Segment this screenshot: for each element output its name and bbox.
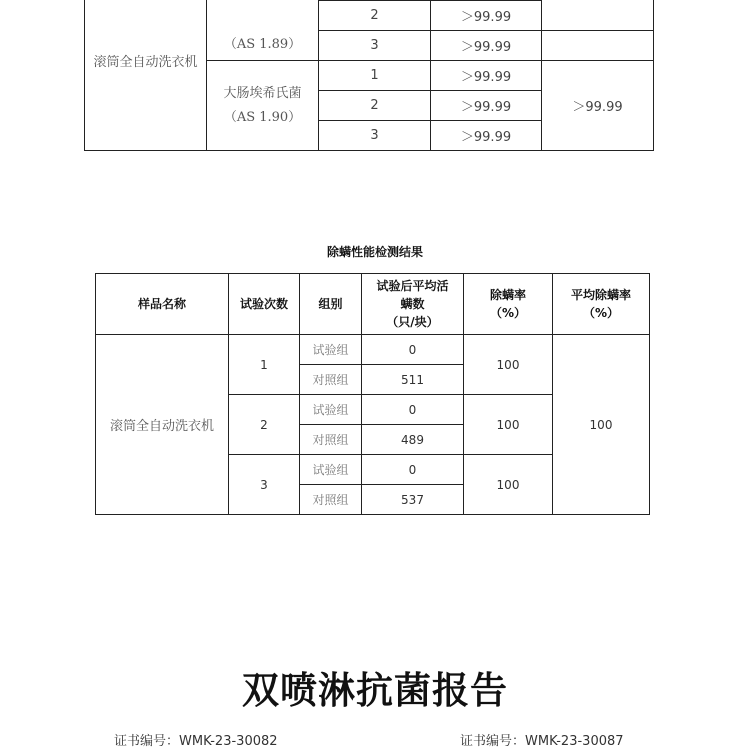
bacteria-code: （AS 1.89） (223, 36, 302, 52)
header-avg-rate (553, 274, 650, 335)
cert-label: 证书编号： (460, 734, 526, 749)
avg-rate-cell (542, 31, 654, 61)
test-group-label: 试验组 (300, 455, 362, 485)
header-avg-live-line2: 螨数 (400, 297, 425, 311)
sample-name: 滚筒全自动洗衣机 (93, 55, 198, 70)
header-row (96, 274, 650, 335)
cert-number-left (114, 730, 278, 749)
cert-value: WMK-23-30087 (525, 734, 624, 749)
rate-value: ＞99.99 (431, 121, 542, 151)
cert-value: WMK-23-30082 (179, 734, 278, 749)
header-trial: 试验次数 (229, 274, 300, 335)
rate-value: ＞99.99 (431, 1, 542, 31)
test-value: 0 (362, 455, 464, 485)
header-rate-line2: （%） (489, 306, 527, 320)
header-avg-rate-line1: 平均除螨率 (570, 288, 631, 302)
rate-value: ＞99.99 (431, 61, 542, 91)
avg-mite-rate: 100 (553, 335, 650, 515)
header-group: 组别 (300, 274, 362, 335)
trial-number: 1 (229, 335, 300, 395)
test-group-label: 试验组 (300, 395, 362, 425)
report-title: 双喷淋抗菌报告 (242, 669, 508, 712)
cert-number-right (460, 730, 624, 749)
antibacterial-results-table (84, 0, 654, 151)
section-title: 除螨性能检测结果 (326, 245, 423, 259)
header-rate (464, 274, 553, 335)
control-group-label: 对照组 (300, 425, 362, 455)
avg-rate-cell (542, 0, 654, 31)
header-avg-live-line3: （只/块） (386, 315, 439, 329)
control-value: 537 (362, 485, 464, 515)
bacteria-cell (207, 61, 319, 151)
sample-name: 滚筒全自动洗衣机 (96, 335, 229, 515)
control-value: 489 (362, 425, 464, 455)
mite-rate: 100 (464, 455, 553, 515)
bacteria-code: （AS 1.90） (223, 109, 302, 125)
header-sample: 样品名称 (96, 274, 229, 335)
mite-results-table (95, 273, 650, 515)
trial-number: 2 (319, 91, 431, 121)
mite-rate: 100 (464, 395, 553, 455)
header-avg-rate-line2: （%） (582, 306, 620, 320)
mite-rate: 100 (464, 335, 553, 395)
trial-number: 1 (319, 61, 431, 91)
table-row (96, 335, 650, 365)
avg-rate: ＞99.99 (542, 61, 654, 151)
header-rate-line1: 除螨率 (489, 288, 526, 302)
control-group-label: 对照组 (300, 485, 362, 515)
cert-label: 证书编号： (114, 734, 180, 749)
header-avg-live (362, 274, 464, 335)
control-group-label: 对照组 (300, 365, 362, 395)
control-value: 511 (362, 365, 464, 395)
rate-value: ＞99.99 (431, 31, 542, 61)
trial-number: 3 (229, 455, 300, 515)
bacteria-cell (207, 0, 319, 61)
test-value: 0 (362, 395, 464, 425)
test-group-label: 试验组 (300, 335, 362, 365)
bacteria-name: 大肠埃希氏菌 (223, 85, 302, 101)
sample-name-cell (85, 0, 207, 151)
trial-number: 2 (319, 1, 431, 31)
trial-number: 3 (319, 31, 431, 61)
test-value: 0 (362, 335, 464, 365)
header-avg-live-line1: 试验后平均活 (376, 279, 449, 293)
trial-number: 2 (229, 395, 300, 455)
rate-value: ＞99.99 (431, 91, 542, 121)
trial-number: 3 (319, 121, 431, 151)
